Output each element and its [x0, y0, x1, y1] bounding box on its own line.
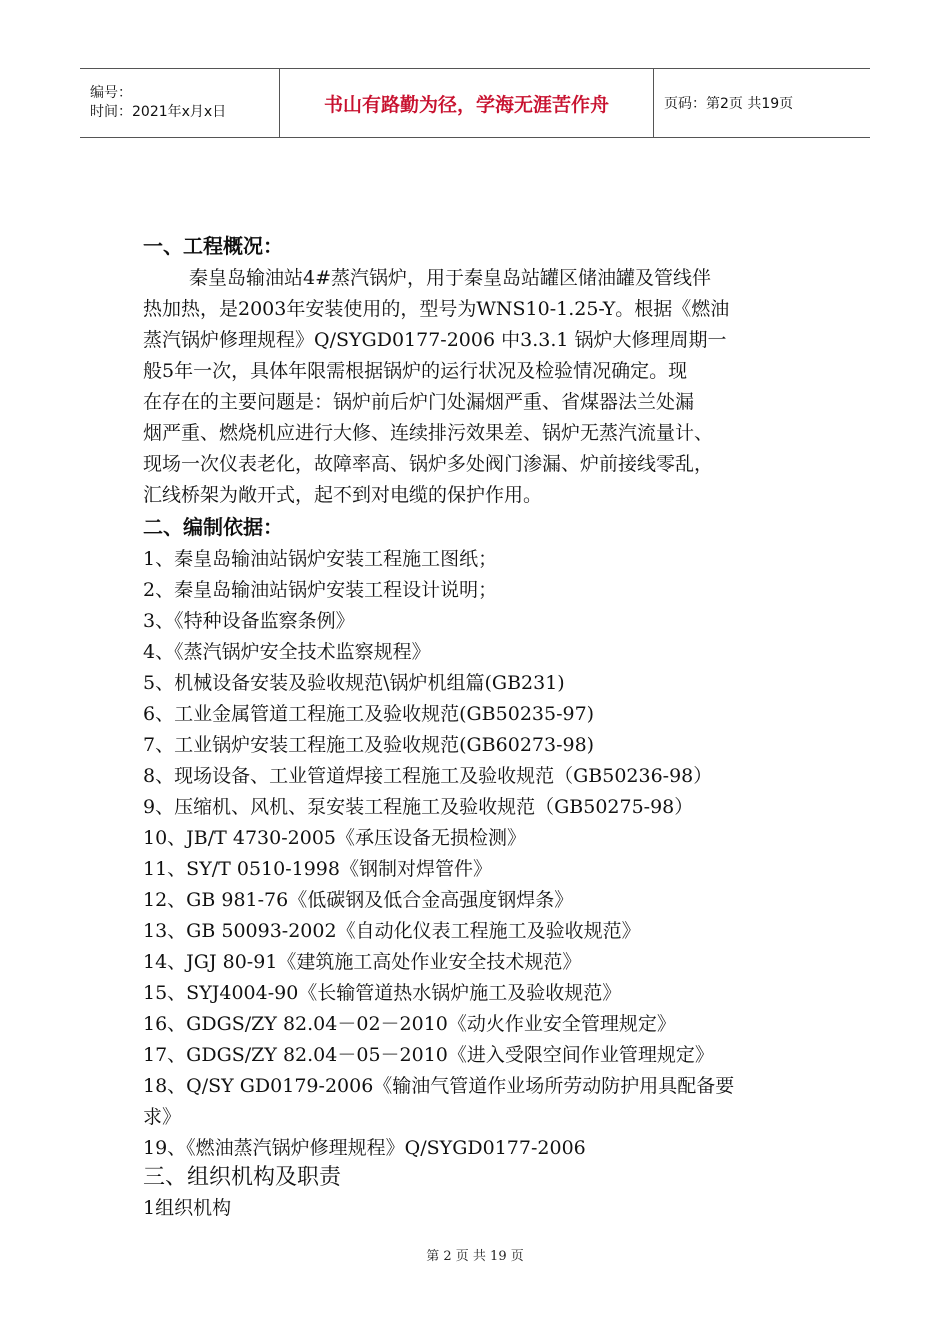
list-item: 18、Q/SY GD0179-2006《输油气管道作业场所劳动防护用具配备要: [143, 1075, 735, 1097]
list-item: 11、SY/T 0510-1998《钢制对焊管件》: [143, 858, 492, 880]
paragraph-line: 秦皇岛输油站4#蒸汽锅炉，用于秦皇岛站罐区储油罐及管线伴: [189, 267, 712, 289]
list-item: 14、JGJ 80-91《建筑施工高处作业安全技术规范》: [143, 951, 582, 973]
section1-title: 一、工程概况：: [143, 234, 283, 258]
paragraph-line: 汇线桥架为敞开式，起不到对电缆的保护作用。: [143, 484, 543, 506]
paragraph-line: 热加热，是2003年安装使用的，型号为WNS10-1.25-Y。根据《燃油: [143, 298, 730, 320]
header-page: [654, 69, 870, 137]
date-label: 时间：2021年x月x日: [90, 104, 227, 120]
paragraph-line: 现场一次仪表老化，故障率高、锅炉多处阀门渗漏、炉前接线零乱，: [143, 453, 714, 475]
page-header: [80, 68, 870, 138]
paragraph-line: 在存在的主要问题是：锅炉前后炉门处漏烟严重、省煤器法兰处漏: [143, 391, 695, 413]
list-item: 9、压缩机、风机、泵安装工程施工及验收规范（GB50275-98）: [143, 796, 694, 818]
number-label: 编号：: [90, 85, 132, 101]
motto-text: 书山有路勤为径，学海无涯苦作舟: [323, 93, 609, 116]
section3-title: 三、组织机构及职责: [143, 1165, 342, 1190]
list-item: 1、秦皇岛输油站锅炉安装工程施工图纸；: [143, 548, 498, 570]
list-item: 8、现场设备、工业管道焊接工程施工及验收规范（GB50236-98）: [143, 765, 713, 787]
list-item: 10、JB/T 4730-2005《承压设备无损检测》: [143, 827, 526, 849]
list-item: 求》: [143, 1106, 182, 1128]
list-item: 6、工业金属管道工程施工及验收规范(GB50235-97): [143, 703, 595, 725]
list-item: 17、GDGS/ZY 82.04－05－2010《进入受限空间作业管理规定》: [143, 1044, 714, 1066]
section3-sub: 1组织机构: [143, 1197, 232, 1219]
paragraph-line: 般5年一次，具体年限需根据锅炉的运行状况及检验情况确定。现: [143, 360, 688, 382]
list-item: 5、机械设备安装及验收规范\锅炉机组篇(GB231): [143, 672, 565, 694]
list-item: 16、GDGS/ZY 82.04－02－2010《动火作业安全管理规定》: [143, 1013, 676, 1035]
page-label: 页码：第2页 共19页: [664, 96, 794, 112]
list-item: 15、SYJ4004-90《长输管道热水锅炉施工及验收规范》: [143, 982, 622, 1004]
list-item: 2、秦皇岛输油站锅炉安装工程设计说明；: [143, 579, 498, 601]
list-item: 7、工业锅炉安装工程施工及验收规范(GB60273-98): [143, 734, 595, 756]
paragraph-line: 烟严重、燃烧机应进行大修、连续排污效果差、锅炉无蒸汽流量计、: [143, 422, 714, 444]
page-footer: 第 2 页 共 19 页: [426, 1249, 524, 1264]
list-item: 4、《蒸汽锅炉安全技术监察规程》: [143, 641, 431, 663]
paragraph-line: 蒸汽锅炉修理规程》Q/SYGD0177-2006 中3.3.1 锅炉大修理周期一: [143, 329, 727, 351]
list-item: 13、GB 50093-2002《自动化仪表工程施工及验收规范》: [143, 920, 641, 942]
header-motto: [280, 69, 654, 137]
section2-title: 二、编制依据：: [143, 515, 283, 539]
list-item: 3、《特种设备监察条例》: [143, 610, 355, 632]
list-item: 19、《燃油蒸汽锅炉修理规程》Q/SYGD0177-2006: [143, 1137, 586, 1159]
list-item: 12、GB 981-76《低碳钢及低合金高强度钢焊条》: [143, 889, 574, 911]
header-info: [80, 69, 280, 137]
